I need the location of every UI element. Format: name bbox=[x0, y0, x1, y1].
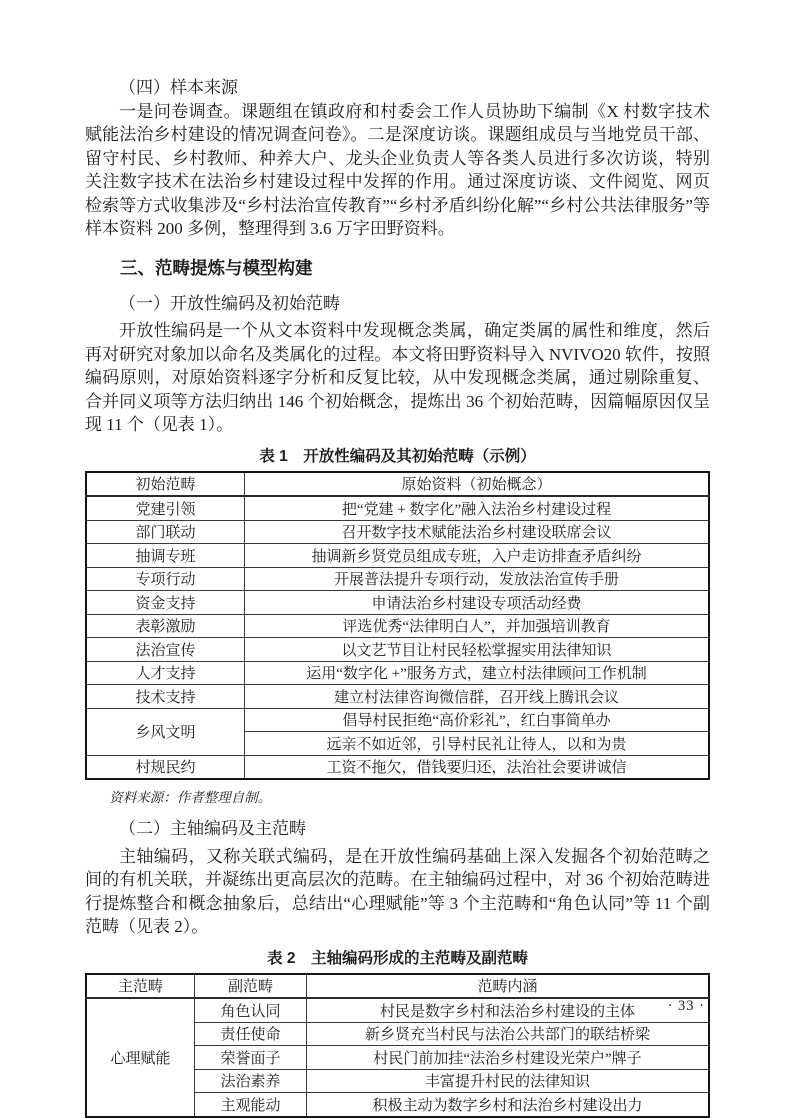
table-row bbox=[86, 685, 709, 709]
table-row bbox=[86, 638, 709, 662]
table-cell-merged: 乡风文明 bbox=[86, 708, 245, 755]
heading-sample-source: （四）样本来源 bbox=[119, 78, 238, 97]
table-cell: 倡导村民拒绝“高价彩礼”，红白事简单办 bbox=[245, 708, 710, 732]
table-cell: 荣誉面子 bbox=[195, 1046, 307, 1070]
table-row bbox=[86, 708, 709, 732]
table-cell: 法治素养 bbox=[195, 1069, 307, 1093]
paragraph-axial-coding: 主轴编码，又称关联式编码，是在开放性编码基础上深入发掘各个初始范畴之间的有机关联，并凝练出更高层次的范畴。在主轴编码过程中，对 36 个初始范畴进行提炼整合和概念抽象后，总结出“心理赋能”等 3 个主范畴和“角色认同”等 11 个副范畴（见表 2）。 bbox=[85, 846, 710, 936]
table-cell: 村规民约 bbox=[86, 755, 245, 779]
paragraph-open-coding: 开放性编码是一个从文本资料中发现概念类属，确定类属的属性和维度，然后再对研究对象加以命名及类属化的过程。本文将田野资料导入 NVIVO20 软件，按照编码原则，对原始资料逐字分析和反复比较，从中发现概念类属，通过剔除重复、合并同义项等方法归纳出 146 个初始概念，提炼出 36 个初始范畴，因篇幅原因仅呈现 11 个（见表 1）。 bbox=[85, 321, 710, 434]
table-row bbox=[86, 496, 709, 520]
table-row bbox=[86, 472, 709, 497]
table-cell: 村民门前加挂“法治乡村建设光荣户”牌子 bbox=[307, 1046, 710, 1070]
table-cell: 抽调新乡贤党员组成专班，入户走访排查矛盾纠纷 bbox=[245, 544, 710, 568]
table-cell: 村民是数字乡村和法治乡村建设的主体 bbox=[307, 998, 710, 1022]
heading-chapter-3: 三、范畴提炼与模型构建 bbox=[120, 257, 313, 278]
table-cell: 以文艺节目让村民轻松掌握实用法律知识 bbox=[245, 638, 710, 662]
table-cell: 表彰激励 bbox=[86, 614, 245, 638]
table-cell: 党建引领 bbox=[86, 496, 245, 520]
table-row bbox=[86, 998, 709, 1022]
table-cell: 新乡贤充当村民与法治公共部门的联结桥梁 bbox=[307, 1022, 710, 1046]
table-cell: 人才支持 bbox=[86, 661, 245, 685]
table-row bbox=[86, 661, 709, 685]
table-row bbox=[86, 614, 709, 638]
paragraph-sample-source: 一是问卷调查。课题组在镇政府和村委会工作人员协助下编制《X 村数字技术赋能法治乡村建设的情况调查问卷》。二是深度访谈。课题组成员与当地党员干部、留守村民、乡村教师、种养大户、龙头企业负责人等各类人员进行多次访谈，特别关注数字技术在法治乡村建设过程中发挥的作用。通过深度访谈、文件阅览、网页检索等方式收集涉及“乡村法治宣传教育”“乡村矛盾纠纷化解”“乡村公共法律服务”等样本资料 200 多例，整理得到 3.6 万字田野资料。 bbox=[85, 101, 710, 238]
table-cell: 抽调专班 bbox=[86, 544, 245, 568]
table-cell: 丰富提升村民的法律知识 bbox=[307, 1069, 710, 1093]
table-cell: 远亲不如近邻，引导村民礼让待人，以和为贵 bbox=[245, 732, 710, 756]
table-cell: 专项行动 bbox=[86, 567, 245, 591]
table2-header-sub: 副范畴 bbox=[195, 974, 307, 999]
table-row bbox=[86, 520, 709, 544]
table-cell: 责任使命 bbox=[195, 1022, 307, 1046]
table-cell: 部门联动 bbox=[86, 520, 245, 544]
table1-source-note: 资料来源：作者整理自制。 bbox=[109, 790, 272, 805]
table-cell: 申请法治乡村建设专项活动经费 bbox=[245, 591, 710, 615]
heading-open-coding: （一）开放性编码及初始范畴 bbox=[119, 293, 340, 313]
table-cell: 积极主动为数字乡村和法治乡村建设出力 bbox=[307, 1093, 710, 1117]
table-cell: 召开数字技术赋能法治乡村建设联席会议 bbox=[245, 520, 710, 544]
page-number: · 33 · bbox=[667, 998, 705, 1014]
table-cell: 主观能动 bbox=[195, 1093, 307, 1117]
heading-axial-coding: （二）主轴编码及主范畴 bbox=[119, 819, 306, 838]
table2-header-main: 主范畴 bbox=[86, 974, 195, 999]
table-cell: 工资不拖欠，借钱要归还，法治社会要讲诚信 bbox=[245, 755, 710, 779]
table-axial-coding bbox=[85, 973, 710, 1118]
table-cell: 角色认同 bbox=[195, 998, 307, 1022]
table-cell-merged: 心理赋能 bbox=[86, 998, 195, 1117]
table-cell: 法治宣传 bbox=[86, 638, 245, 662]
table-cell: 建立村法律咨询微信群，召开线上腾讯会议 bbox=[245, 685, 710, 709]
table-row bbox=[86, 755, 709, 779]
table-cell: 评选优秀“法律明白人”，并加强培训教育 bbox=[245, 614, 710, 638]
table-cell: 把“党建 + 数字化”融入法治乡村建设过程 bbox=[245, 496, 710, 520]
table-row bbox=[86, 974, 709, 999]
table-row bbox=[86, 591, 709, 615]
table-cell: 技术支持 bbox=[86, 685, 245, 709]
table2-caption: 表 2 主轴编码形成的主范畴及副范畴 bbox=[267, 949, 528, 967]
table1-header-category: 初始范畴 bbox=[86, 472, 245, 497]
table-cell: 开展普法提升专项行动，发放法治宣传手册 bbox=[245, 567, 710, 591]
table-cell: 资金支持 bbox=[86, 591, 245, 615]
page-content bbox=[85, 76, 710, 1118]
table1-caption: 表 1 开放性编码及其初始范畴（示例） bbox=[259, 447, 536, 465]
table-row bbox=[86, 567, 709, 591]
table1-header-content: 原始资料（初始概念） bbox=[245, 472, 710, 497]
table-open-coding bbox=[85, 471, 710, 781]
table2-header-content: 范畴内涵 bbox=[307, 974, 710, 999]
table-row bbox=[86, 544, 709, 568]
table-cell: 运用“数字化 +”服务方式，建立村法律顾问工作机制 bbox=[245, 661, 710, 685]
